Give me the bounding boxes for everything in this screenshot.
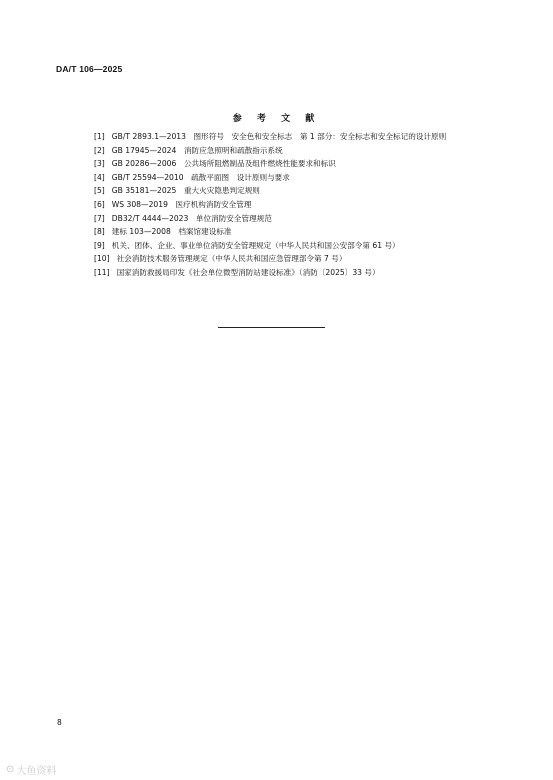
reference-text: GB 17945—2024 消防应急照明和疏散指示系统: [111, 145, 283, 155]
watermark-logo-icon: ⊙: [6, 764, 15, 775]
reference-text: WS 308—2019 医疗机构消防安全管理: [111, 199, 252, 209]
reference-item: [56, 266, 496, 280]
reference-number: [5]: [94, 186, 105, 196]
reference-item: [56, 239, 496, 253]
reference-item: [56, 171, 496, 185]
reference-item: [56, 225, 496, 239]
references-title: 参 考 文 献: [232, 114, 321, 124]
reference-item: [56, 184, 496, 198]
reference-item: [56, 198, 496, 212]
watermark-text: 大鱼资料: [16, 766, 57, 777]
reference-item: [56, 144, 496, 158]
reference-text: 机关、团体、企业、事业单位消防安全管理规定（中华人民共和国公安部令第 61 号）: [111, 240, 400, 250]
reference-item: [56, 157, 496, 171]
reference-number: [11]: [94, 267, 110, 277]
reference-text: GB 35181—2025 重大火灾隐患判定规则: [111, 186, 260, 196]
reference-number: [2]: [94, 145, 105, 155]
watermark: [6, 762, 56, 777]
reference-item: [56, 252, 496, 266]
reference-number: [7]: [94, 213, 105, 223]
reference-item: [56, 212, 496, 226]
reference-number: [10]: [94, 254, 110, 264]
reference-number: [1]: [94, 132, 105, 141]
reference-list: [56, 130, 496, 280]
reference-text: GB/T 2893.1—2013 图形符号 安全色和安全标志 第 1 部分：安全标志和安全标记的设计原则: [111, 132, 447, 141]
reference-number: [4]: [94, 172, 105, 182]
reference-number: [8]: [94, 227, 105, 237]
reference-number: [6]: [94, 199, 105, 209]
page-number: 8: [57, 718, 62, 727]
reference-number: [3]: [94, 159, 105, 169]
reference-item: [56, 130, 496, 144]
reference-text: 社会消防技术服务管理规定（中华人民共和国应急管理部令第 7 号）: [116, 254, 347, 264]
reference-text: DB32/T 4444—2023 单位消防安全管理规范: [111, 213, 272, 223]
reference-text: GB 20286—2006 公共场所阻燃制品及组件燃烧性能要求和标识: [111, 159, 336, 169]
reference-number: [9]: [94, 240, 105, 250]
reference-text: GB/T 25594—2010 疏散平面图 设计原则与要求: [111, 172, 290, 182]
reference-text: 国家消防救援局印发《社会单位微型消防站建设标准》（消防〔2025〕33 号）: [116, 267, 380, 277]
end-of-document-rule: [218, 327, 325, 328]
reference-text: 建标 103—2008 档案馆建设标准: [111, 227, 232, 237]
document-code-header: DA/T 106—2025: [56, 64, 123, 74]
